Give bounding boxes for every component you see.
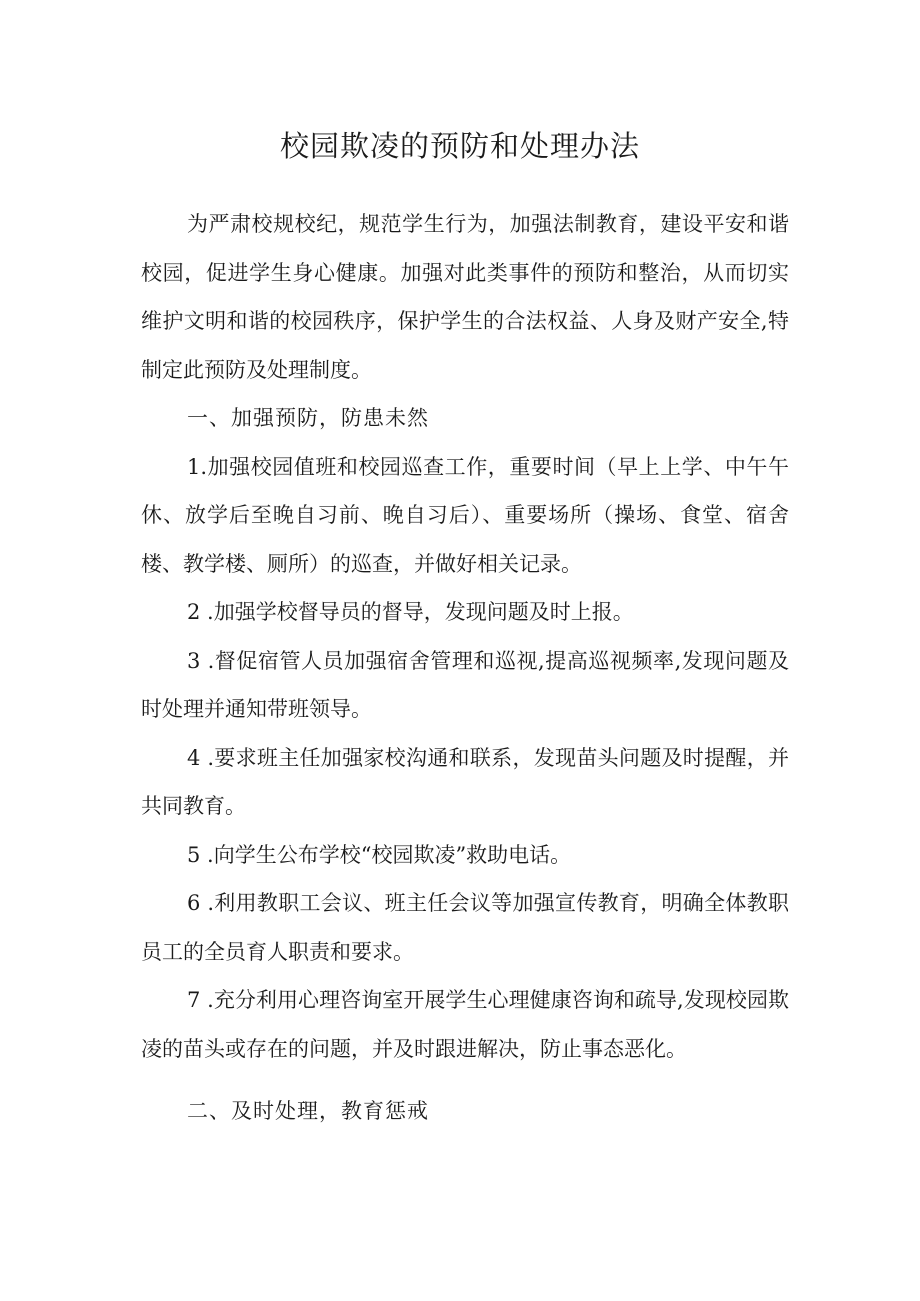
section-1-item-6: 6 .利用教职工会议、班主任会议等加强宣传教育，明确全体教职员工的全员育人职责和要求。 bbox=[141, 891, 789, 964]
section-1-item-3: 3 .督促宿管人员加强宿舍管理和巡视,提高巡视频率,发现问题及时处理并通知带班领导。 bbox=[141, 648, 789, 721]
section-1-heading: 一、加强预防，防患未然 bbox=[187, 406, 429, 430]
intro-paragraph: 为严肃校规校纪，规范学生行为，加强法制教育，建设平安和谐校园，促进学生身心健康。加强对此类事件的预防和整治，从而切实维护文明和谐的校园秩序，保护学生的合法权益、人身及财产安全,特制定此预防及处理制度。 bbox=[141, 212, 789, 382]
section-1-item-5: 5 .向学生公布学校“校园欺凌”救助电话。 bbox=[187, 842, 572, 867]
section-1-item-7: 7 .充分利用心理咨询室开展学生心理健康咨询和疏导,发现校园欺凌的苗头或存在的问题，并及时跟进解决，防止事态恶化。 bbox=[141, 988, 789, 1061]
section-2-heading: 二、及时处理，教育惩戒 bbox=[187, 1099, 429, 1123]
section-1-item-2: 2 .加强学校督导员的督导，发现问题及时上报。 bbox=[187, 600, 634, 624]
document-body bbox=[141, 200, 789, 1136]
section-1-item-1: 1.加强校园值班和校园巡查工作，重要时间（早上上学、中午午休、放学后至晚自习前、晚自习后）、重要场所（操场、食堂、宿舍楼、教学楼、厕所）的巡查，并做好相关记录。 bbox=[141, 454, 789, 576]
section-1-item-4: 4 .要求班主任加强家校沟通和联系，发现苗头问题及时提醒，并共同教育。 bbox=[141, 745, 789, 818]
document-title: 校园欺凌的预防和处理办法 bbox=[279, 129, 640, 163]
